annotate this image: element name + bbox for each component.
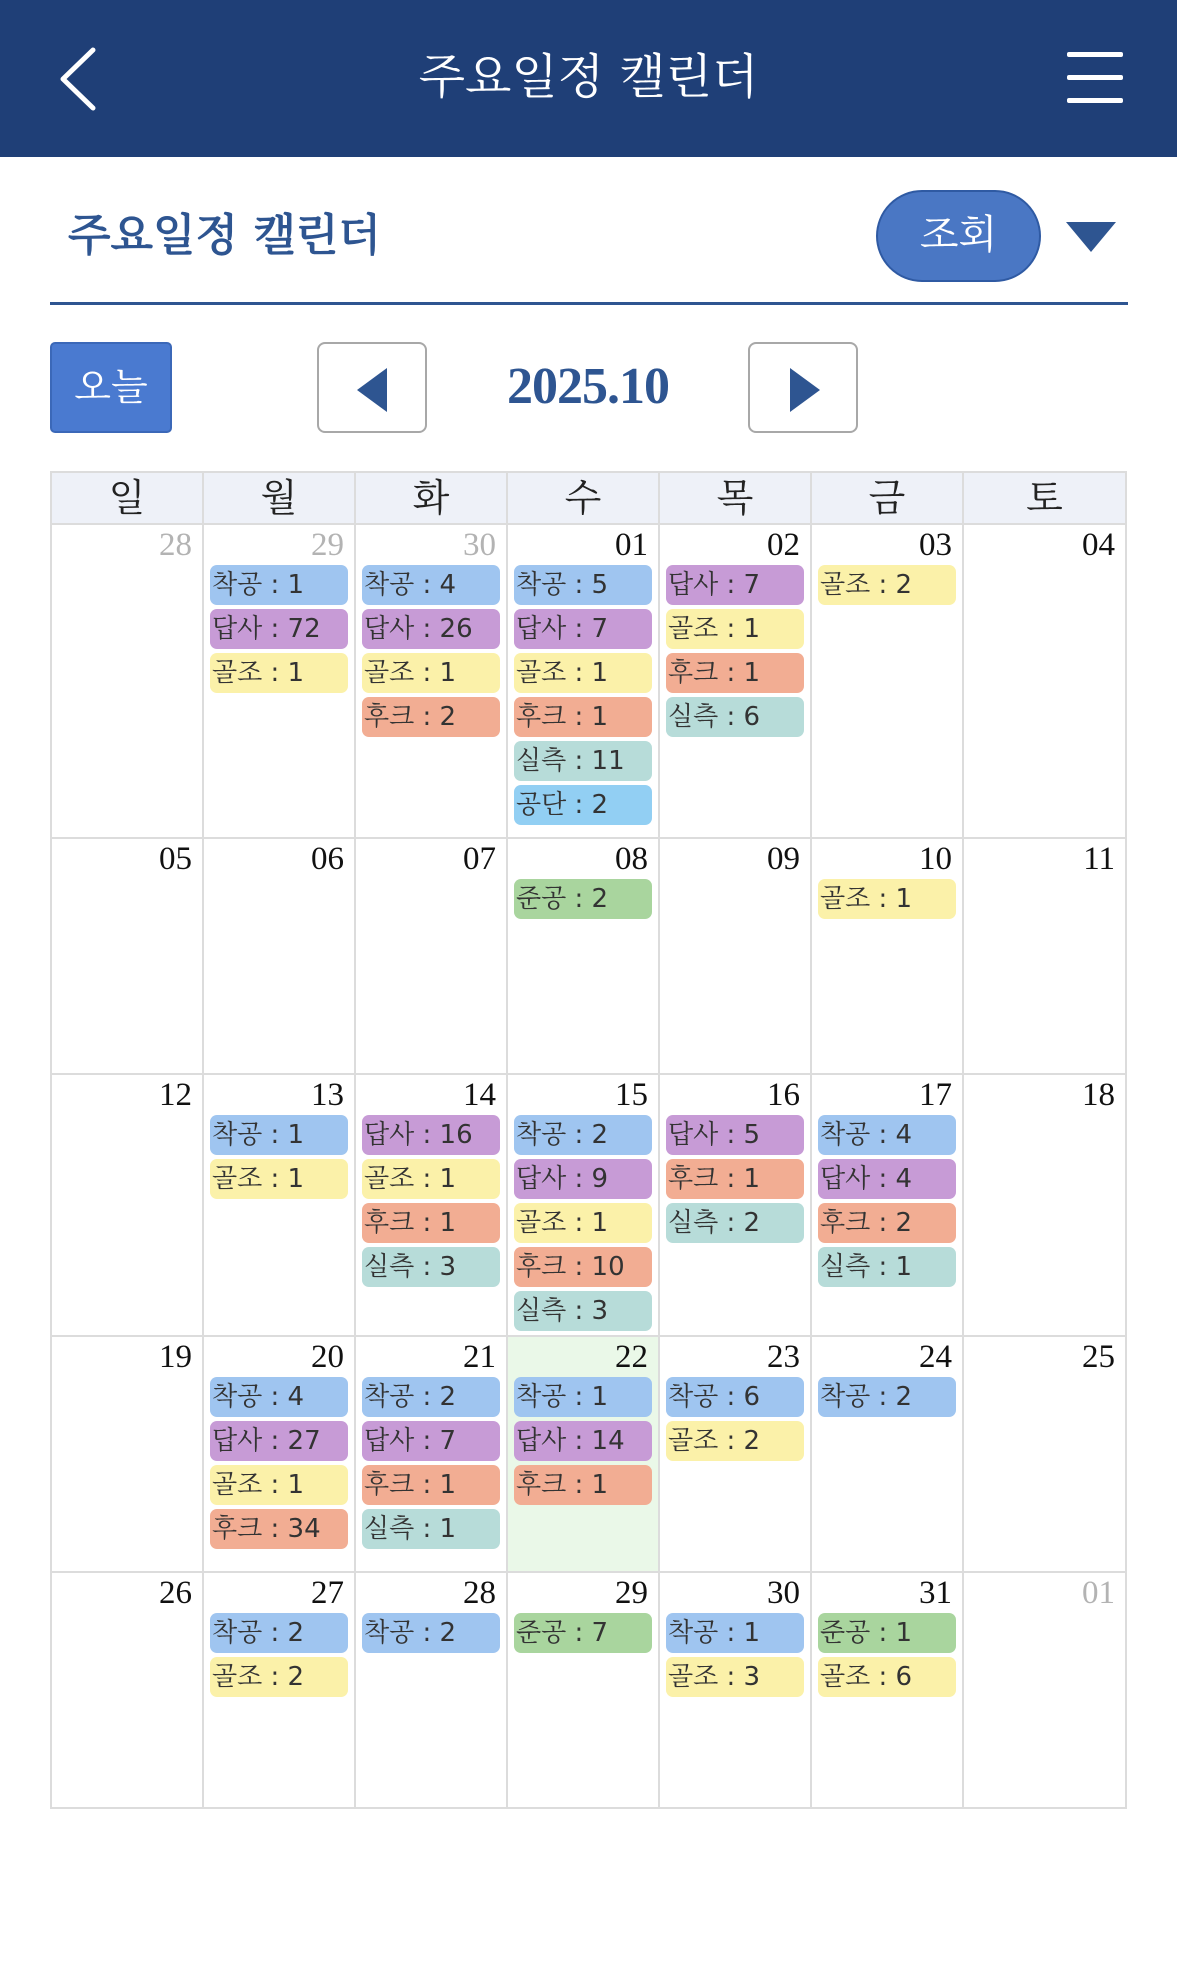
event-badge[interactable]: 착공 : 2 [362, 1613, 500, 1653]
current-month-label: 2025.10 [507, 358, 669, 415]
weekday-label: 수 [508, 473, 660, 525]
calendar-day-cell[interactable] [964, 1075, 1127, 1337]
day-number: 22 [615, 1339, 648, 1375]
day-number: 30 [767, 1575, 800, 1611]
event-list [812, 879, 962, 919]
event-list [204, 1613, 354, 1697]
calendar-day-cell[interactable] [204, 839, 356, 1075]
triangle-left-icon [357, 368, 387, 412]
event-badge[interactable]: 착공 : 1 [210, 1115, 348, 1155]
calendar-day-cell[interactable] [356, 525, 508, 839]
event-badge[interactable]: 실측 : 1 [818, 1247, 956, 1287]
event-badge[interactable]: 답사 : 14 [514, 1421, 652, 1461]
day-number: 27 [311, 1575, 344, 1611]
weekday-label: 금 [812, 473, 964, 525]
day-number: 12 [159, 1077, 192, 1113]
event-badge[interactable]: 골조 : 1 [666, 609, 804, 649]
next-month-button[interactable] [748, 342, 858, 433]
calendar-day-cell[interactable] [660, 1337, 812, 1573]
day-number: 26 [159, 1575, 192, 1611]
hamburger-menu-icon[interactable] [1067, 52, 1125, 104]
day-number: 08 [615, 841, 648, 877]
calendar-day-cell[interactable] [660, 1573, 812, 1809]
triangle-right-icon [790, 368, 820, 412]
event-list [660, 1613, 810, 1697]
event-badge[interactable]: 답사 : 72 [210, 609, 348, 649]
calendar-day-cell[interactable] [508, 1075, 660, 1337]
day-number: 09 [767, 841, 800, 877]
calendar-day-cell[interactable] [356, 1075, 508, 1337]
day-number: 29 [311, 527, 344, 563]
search-button[interactable]: 조회 [876, 190, 1041, 282]
event-list [204, 1377, 354, 1549]
section-title: 주요일정 캘린더 [68, 210, 381, 261]
event-badge[interactable]: 착공 : 2 [818, 1377, 956, 1417]
day-number: 06 [311, 841, 344, 877]
event-badge[interactable]: 실측 : 1 [362, 1509, 500, 1549]
event-badge[interactable]: 골조 : 1 [362, 653, 500, 693]
calendar-day-cell[interactable] [660, 1075, 812, 1337]
event-list [204, 1115, 354, 1199]
calendar-day-cell[interactable] [964, 839, 1127, 1075]
calendar-day-cell[interactable] [356, 1573, 508, 1809]
day-number: 17 [919, 1077, 952, 1113]
event-badge[interactable]: 실측 : 3 [362, 1247, 500, 1287]
weekday-header [52, 473, 1127, 525]
day-number: 23 [767, 1339, 800, 1375]
day-number: 07 [463, 841, 496, 877]
event-badge[interactable]: 실측 : 6 [666, 697, 804, 737]
event-badge[interactable]: 골조 : 2 [210, 1657, 348, 1697]
day-number: 11 [1083, 841, 1115, 877]
event-list [812, 1377, 962, 1417]
event-badge[interactable]: 답사 : 7 [514, 609, 652, 649]
event-list [508, 1613, 658, 1653]
weekday-label: 월 [204, 473, 356, 525]
event-badge[interactable]: 골조 : 1 [362, 1159, 500, 1199]
event-badge[interactable]: 후크 : 2 [362, 697, 500, 737]
weekday-label: 화 [356, 473, 508, 525]
calendar-day-cell[interactable] [52, 1573, 204, 1809]
day-number: 19 [159, 1339, 192, 1375]
event-badge[interactable]: 골조 : 1 [210, 653, 348, 693]
calendar-day-cell[interactable] [812, 1337, 964, 1573]
event-badge[interactable]: 착공 : 4 [818, 1115, 956, 1155]
event-list [508, 1115, 658, 1331]
event-list [508, 879, 658, 919]
calendar-day-cell[interactable] [204, 1337, 356, 1573]
calendar-day-cell[interactable] [52, 1337, 204, 1573]
calendar-day-cell[interactable] [356, 1337, 508, 1573]
calendar-day-cell[interactable] [508, 839, 660, 1075]
calendar-day-cell[interactable] [508, 1573, 660, 1809]
day-number: 24 [919, 1339, 952, 1375]
event-badge[interactable]: 실측 : 2 [666, 1203, 804, 1243]
calendar-day-cell[interactable] [812, 1573, 964, 1809]
day-number: 05 [159, 841, 192, 877]
event-badge[interactable]: 착공 : 2 [210, 1613, 348, 1653]
event-badge[interactable]: 답사 : 27 [210, 1421, 348, 1461]
event-badge[interactable]: 착공 : 5 [514, 565, 652, 605]
day-number: 25 [1082, 1339, 1115, 1375]
event-badge[interactable]: 후크 : 1 [666, 653, 804, 693]
calendar-day-cell[interactable] [52, 525, 204, 839]
event-badge[interactable]: 착공 : 2 [362, 1377, 500, 1417]
day-number: 04 [1082, 527, 1115, 563]
day-number: 28 [159, 527, 192, 563]
event-badge[interactable]: 착공 : 1 [210, 565, 348, 605]
event-badge[interactable]: 착공 : 4 [210, 1377, 348, 1417]
calendar-day-cell[interactable] [204, 1573, 356, 1809]
event-badge[interactable]: 착공 : 1 [514, 1377, 652, 1417]
event-badge[interactable]: 골조 : 1 [210, 1159, 348, 1199]
day-number: 30 [463, 527, 496, 563]
event-badge[interactable]: 착공 : 1 [666, 1613, 804, 1653]
day-number: 31 [919, 1575, 952, 1611]
event-badge[interactable]: 공단 : 2 [514, 785, 652, 825]
event-badge[interactable]: 골조 : 1 [818, 879, 956, 919]
calendar-day-cell[interactable] [204, 1075, 356, 1337]
calendar-day-cell[interactable] [964, 1337, 1127, 1573]
event-badge[interactable]: 답사 : 9 [514, 1159, 652, 1199]
event-badge[interactable]: 골조 : 1 [514, 653, 652, 693]
event-list [204, 565, 354, 693]
calendar-day-cell[interactable] [660, 839, 812, 1075]
calendar-day-cell[interactable] [52, 1075, 204, 1337]
day-number: 15 [615, 1077, 648, 1113]
app-header [0, 0, 1177, 157]
event-badge[interactable]: 실측 : 11 [514, 741, 652, 781]
day-number: 01 [615, 527, 648, 563]
calendar-day-cell-today[interactable] [508, 1337, 660, 1573]
calendar-day-cell[interactable] [660, 525, 812, 839]
event-list [660, 565, 810, 737]
calendar-week-row [52, 839, 1127, 1075]
calendar-day-cell[interactable] [812, 839, 964, 1075]
day-number: 14 [463, 1077, 496, 1113]
day-number: 13 [311, 1077, 344, 1113]
event-badge[interactable]: 답사 : 16 [362, 1115, 500, 1155]
event-badge[interactable]: 후크 : 10 [514, 1247, 652, 1287]
event-list [356, 565, 506, 737]
day-number: 20 [311, 1339, 344, 1375]
event-badge[interactable]: 후크 : 2 [818, 1203, 956, 1243]
day-number: 16 [767, 1077, 800, 1113]
day-number: 02 [767, 527, 800, 563]
day-number: 21 [463, 1339, 496, 1375]
event-badge[interactable]: 답사 : 4 [818, 1159, 956, 1199]
event-badge[interactable]: 후크 : 1 [666, 1159, 804, 1199]
event-list [356, 1613, 506, 1653]
event-badge[interactable]: 착공 : 2 [514, 1115, 652, 1155]
event-badge[interactable]: 골조 : 6 [818, 1657, 956, 1697]
calendar-day-cell[interactable] [964, 525, 1127, 839]
event-badge[interactable]: 실측 : 3 [514, 1291, 652, 1331]
event-badge[interactable]: 후크 : 34 [210, 1509, 348, 1549]
day-number: 18 [1082, 1077, 1115, 1113]
weekday-label: 토 [964, 473, 1127, 525]
day-number: 29 [615, 1575, 648, 1611]
prev-month-button[interactable] [317, 342, 427, 433]
event-badge[interactable]: 후크 : 1 [362, 1203, 500, 1243]
event-badge[interactable]: 후크 : 1 [362, 1465, 500, 1505]
event-list [356, 1377, 506, 1549]
event-list [356, 1115, 506, 1287]
calendar-day-cell[interactable] [812, 525, 964, 839]
event-badge[interactable]: 준공 : 1 [818, 1613, 956, 1653]
event-badge[interactable]: 후크 : 1 [514, 1465, 652, 1505]
event-list [812, 1115, 962, 1287]
event-list [508, 1377, 658, 1505]
day-number: 03 [919, 527, 952, 563]
event-badge[interactable]: 착공 : 6 [666, 1377, 804, 1417]
calendar-day-cell[interactable] [812, 1075, 964, 1337]
event-badge[interactable]: 골조 : 3 [666, 1657, 804, 1697]
weekday-label: 일 [52, 473, 204, 525]
calendar-week-row [52, 525, 1127, 839]
event-badge[interactable]: 골조 : 1 [514, 1203, 652, 1243]
calendar-day-cell[interactable] [52, 839, 204, 1075]
calendar-day-cell[interactable] [356, 839, 508, 1075]
event-badge[interactable]: 답사 : 7 [666, 565, 804, 605]
header-title: 주요일정 캘린더 [418, 49, 759, 105]
event-list [508, 565, 658, 825]
event-list [812, 565, 962, 605]
event-list [660, 1377, 810, 1461]
event-badge[interactable]: 답사 : 5 [666, 1115, 804, 1155]
today-button[interactable]: 오늘 [50, 342, 172, 433]
event-badge[interactable]: 골조 : 2 [818, 565, 956, 605]
calendar-day-cell[interactable] [204, 525, 356, 839]
event-badge[interactable]: 준공 : 7 [514, 1613, 652, 1653]
divider [50, 302, 1128, 305]
calendar-week-row [52, 1337, 1127, 1573]
calendar-day-cell[interactable] [508, 525, 660, 839]
event-list [660, 1115, 810, 1243]
calendar-grid [50, 471, 1127, 1809]
day-number: 28 [463, 1575, 496, 1611]
event-badge[interactable]: 답사 : 26 [362, 609, 500, 649]
chevron-down-icon[interactable] [1066, 222, 1116, 252]
calendar-week-row [52, 1075, 1127, 1337]
calendar-day-cell[interactable] [964, 1573, 1127, 1809]
event-badge[interactable]: 골조 : 1 [210, 1465, 348, 1505]
event-badge[interactable]: 답사 : 7 [362, 1421, 500, 1461]
day-number: 01 [1082, 1575, 1115, 1611]
event-list [812, 1613, 962, 1697]
event-badge[interactable]: 후크 : 1 [514, 697, 652, 737]
event-badge[interactable]: 준공 : 2 [514, 879, 652, 919]
day-number: 10 [919, 841, 952, 877]
event-badge[interactable]: 골조 : 2 [666, 1421, 804, 1461]
calendar-week-row [52, 1573, 1127, 1809]
weekday-label: 목 [660, 473, 812, 525]
event-badge[interactable]: 착공 : 4 [362, 565, 500, 605]
